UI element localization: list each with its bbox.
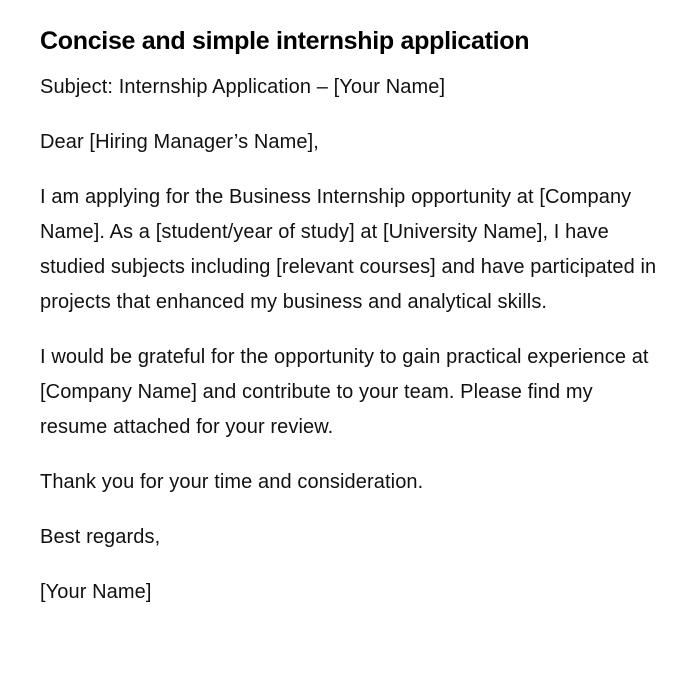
body-paragraph-2: I would be grateful for the opportunity to gain practical experience at [Company Name] and contribute to your team. Please find my resume attached for your review. bbox=[40, 346, 649, 438]
body-paragraph-1: I am applying for the Business Internship opportunity at [Company Name]. As a [student/year of study] at [University Name], I have studied subjects including [relevant courses] and have participated in projects that enhanced my business and analytical skills. bbox=[40, 186, 657, 313]
letter-document bbox=[40, 24, 660, 630]
subject-line: Subject: Internship Application – [Your Name] bbox=[40, 76, 446, 98]
body-paragraph-3: Thank you for your time and consideration. bbox=[40, 471, 424, 493]
greeting: Dear [Hiring Manager’s Name], bbox=[40, 131, 319, 153]
signature: [Your Name] bbox=[40, 581, 152, 603]
closing: Best regards, bbox=[40, 526, 161, 548]
document-title: Concise and simple internship application bbox=[40, 27, 530, 55]
